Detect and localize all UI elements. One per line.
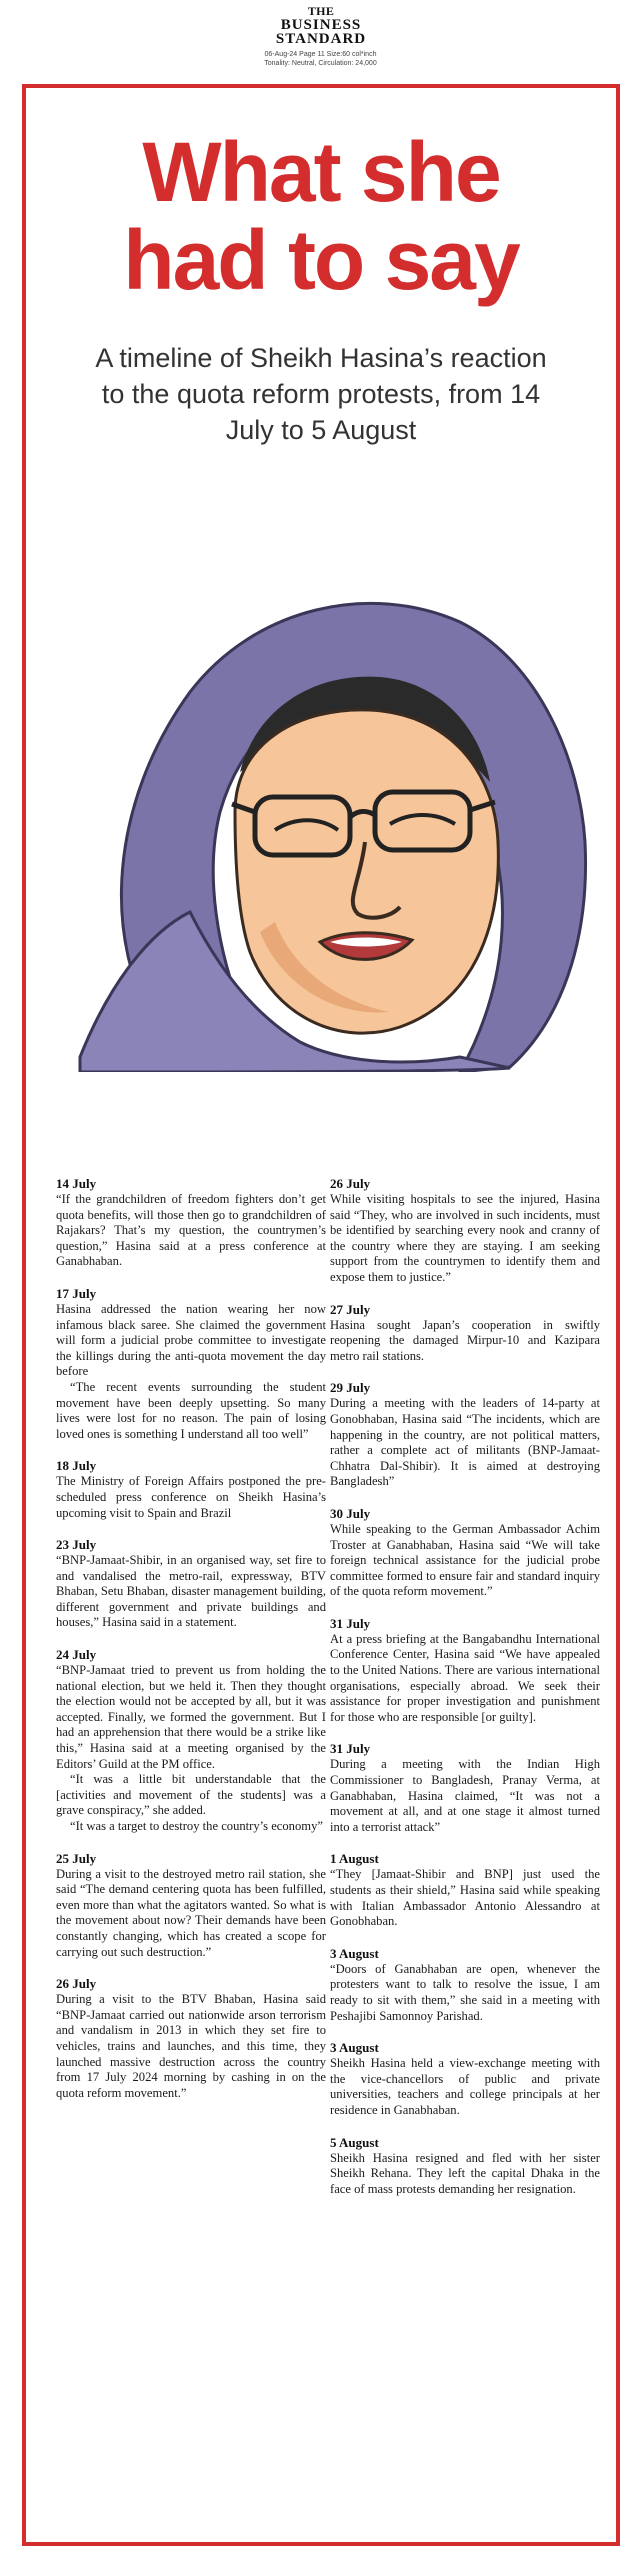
- logo-business: BUSINESS: [280, 17, 362, 33]
- timeline-entry: [330, 1506, 600, 1600]
- entry-text: During a meeting with the leaders of 14-party at Gonobhaban, Hasina said “The incidents, which are happening in the country, are not political matters, rather a complete act of militants (BNP-Jamaat-Chhatra Dal-Shibir). It is aimed at destroying Bangladesh”: [330, 1396, 600, 1489]
- timeline-entry: [56, 1851, 326, 1961]
- entry-text: “It was a target to destroy the country’s economy”: [70, 1819, 323, 1833]
- timeline-entry: [56, 1458, 326, 1521]
- timeline-left-column: [56, 1176, 326, 2117]
- timeline-entry: [330, 1302, 600, 1365]
- timeline-entry: [330, 1380, 600, 1490]
- timeline-entry: [56, 1537, 326, 1631]
- headline: [30, 125, 612, 307]
- entry-text: “If the grandchildren of freedom fighters don’t get quota benefits, will those then go to grandchildren of Rajakars? That’s my question, the countrymen’s question,” Hasina said at a press conference at Ganabhaban.: [56, 1192, 326, 1269]
- timeline-entry: [330, 1616, 600, 1726]
- entry-text: While visiting hospitals to see the injured, Hasina said “They, who are involved in such incidents, must be identified by searching every nook and cranny of the country where they are staying. I am seeking support from the countrymen to identify them and expose them to justice.”: [330, 1192, 600, 1284]
- entry-text: During a visit to the destroyed metro rail station, she said “The demand centering quota has been fulfilled, even more than what the agitators wanted. So what is the movement about now? Their demands have been constantly changing, which has created a scope for carrying out such destruction.”: [56, 1866, 326, 1959]
- entry-date: 23 July: [56, 1537, 97, 1553]
- entry-date: 30 July: [330, 1505, 371, 1521]
- entry-text: Sheikh Hasina resigned and fled with her sister Sheikh Rehana. They left the capital Dhaka in the face of mass protests demanding her resignation.: [330, 2150, 600, 2196]
- entry-text: During a visit to the BTV Bhaban, Hasina said “BNP-Jamaat carried out nationwide arson terrorism and vandalism in 2013 in which they set fire to vehicles, trains and launches, and this time, they launched massive destruction across the country from 17 July 2024 morning by cashing in on the quota reform movement.”: [56, 1992, 326, 2100]
- entry-text: The Ministry of Foreign Affairs postponed the pre-scheduled press conference on Sheikh Hasina’s upcoming visit to Spain and Brazil: [56, 1474, 326, 1520]
- entry-date: 29 July: [330, 1380, 371, 1396]
- entry-date: 5 August: [330, 2134, 379, 2150]
- entry-date: 31 July: [330, 1741, 371, 1757]
- newspaper-logo: [268, 4, 374, 46]
- entry-date: 3 August: [330, 2040, 379, 2056]
- timeline-entry: [330, 2135, 600, 2198]
- entry-text: During a meeting with the Indian High Commissioner to Bangladesh, Pranay Verma, at Ganabhaban, Hasina claimed, “It was not a movement at all, and at one stage it almost turned into a terrorist attack”: [330, 1757, 600, 1834]
- timeline-entry: [330, 2040, 600, 2118]
- entry-date: 14 July: [56, 1176, 97, 1191]
- entry-text: Hasina addressed the nation wearing her now infamous black saree. She claimed the government will form a judicial probe committee to investigate the killings during the anti-quota movement the day before: [56, 1301, 326, 1379]
- entry-text: “It was a little bit understandable that the [activities and movement of the students] was a grave conspiracy,” she added.: [56, 1772, 326, 1818]
- subhead-line-1: A timeline of Sheikh Hasina’s reaction: [95, 343, 547, 373]
- subhead-line-3: July to 5 August: [225, 415, 417, 445]
- clipping-meta-circulation: Tonality: Neutral, Circulation: 24,000: [264, 60, 377, 67]
- timeline-entry: [330, 1851, 600, 1929]
- face-shape: [235, 710, 498, 1033]
- headline-line-2: had to say: [123, 213, 519, 307]
- subheadline: [60, 340, 582, 448]
- entry-date: 26 July: [330, 1176, 371, 1191]
- entry-date: 27 July: [330, 1301, 371, 1317]
- entry-text: Hasina sought Japan’s cooperation in swiftly reopening the damaged Mirpur-10 and Kazipara metro rail stations.: [330, 1317, 600, 1363]
- clipping-meta-size: 06-Aug-24 Page 11 Size:60 col*inch: [264, 51, 377, 58]
- entry-date: 18 July: [56, 1458, 97, 1474]
- timeline-right-column: [330, 1176, 600, 2213]
- subhead-line-2: to the quota reform protests, from 14: [101, 379, 541, 409]
- entry-text: While speaking to the German Ambassador Achim Troster at Ganabhaban, Hasina said “We will take foreign technical assistance for the judicial probe committee formed to ensure fair and standard inquiry of the quota reform movement.”: [330, 1521, 600, 1599]
- entry-date: 26 July: [56, 1976, 97, 1992]
- entry-date: 31 July: [330, 1615, 371, 1631]
- timeline-entry: [330, 1176, 600, 1286]
- timeline-entry: [56, 1647, 326, 1835]
- masthead: [0, 0, 641, 80]
- logo-the: THE: [307, 4, 335, 18]
- timeline-entry: [56, 1176, 326, 1270]
- entry-text: “The recent events surrounding the student movement have been deeply upsetting. So many lives were lost for no reason. The pain of losing loved ones is something I understand all too well”: [56, 1379, 326, 1441]
- headline-line-1: What she: [142, 125, 500, 219]
- timeline-entry: [330, 1946, 600, 2024]
- entry-date: 3 August: [330, 1945, 379, 1961]
- entry-text: “BNP-Jamaat tried to prevent us from holding the national election, but we held it. Then they thought the election would not be accepted by all, but it was accepted. Finally, we formed the government. But I had an apprehension that there would be a strike like this,” Hasina said at a meeting organised by the Editors’ Guild at the PM office.: [56, 1663, 326, 1771]
- timeline-entry: [330, 1741, 600, 1835]
- entry-date: 25 July: [56, 1850, 97, 1866]
- timeline-entry: [56, 1976, 326, 2101]
- entry-text: “They [Jamaat-Shibir and BNP] just used the students as their shield,” Hasina said while speaking with Italian Ambassador Antonio Alessandro at Gonobhaban.: [330, 1867, 600, 1929]
- timeline-entry: [56, 1286, 326, 1442]
- entry-date: 17 July: [56, 1285, 97, 1301]
- entry-text: Sheikh Hasina held a view-exchange meeting with the vice-chancellors of public and private universities, teachers and college principals at her residence in Ganabhaban.: [330, 2056, 600, 2117]
- entry-text: “BNP-Jamaat-Shibir, in an organised way, set fire to and vandalised the metro-rail, expressway, BTV Bhaban, Setu Bhaban, disaster management building, different government and private buildings and houses,” Hasina said in a statement.: [56, 1553, 326, 1630]
- entry-date: 24 July: [56, 1647, 97, 1663]
- hasina-caricature-illustration: [40, 512, 600, 1072]
- logo-standard: STANDARD: [275, 31, 367, 47]
- entry-date: 1 August: [330, 1851, 379, 1867]
- entry-text: At a press briefing at the Bangabandhu International Conference Center, Hasina said “We have appealed to the United Nations. There are various international organisations, especially abroad. We seek their assistance for proper investigation and punishment for those who are responsible [or guilty].: [330, 1631, 600, 1724]
- entry-text: “Doors of Ganabhaban are open, whenever the protesters want to talk to resolve the issue, I am ready to sit with them,” she said in a meeting with Peshajibi Samonnoy Parishad.: [330, 1961, 600, 2023]
